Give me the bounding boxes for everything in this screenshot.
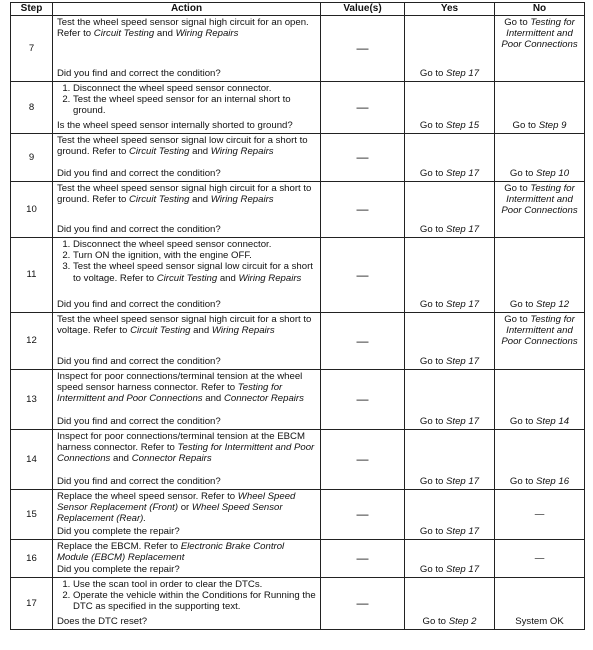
reference-link: Electronic Brake Control Module (EBCM) Replacement: [57, 540, 285, 564]
goto-reference: Step 2: [448, 616, 477, 628]
value-cell: —: [321, 369, 405, 429]
action-substeps: [57, 579, 316, 613]
step-number: 13: [11, 369, 53, 429]
reference-link: Wheel Speed Sensor Replacement (Front): [57, 490, 296, 514]
table-header-row: [11, 3, 585, 16]
action-instruction: Inspect for poor connections/terminal tension at the EBCM harness connector. Refer to Testing for Intermittent and Poor Connections and Connector Repairs: [57, 430, 315, 465]
value-cell: —: [321, 489, 405, 539]
action-substep: 2. Turn ON the ignition, with the engine OFF.: [73, 250, 316, 261]
action-cell: [53, 489, 321, 539]
yes-outcome: Go to Step 17: [419, 168, 480, 180]
action-cell: [53, 539, 321, 577]
table-row: [11, 81, 585, 133]
goto-reference: Testing for Intermittent and Poor Connections: [501, 16, 578, 51]
yes-outcome: Go to Step 17: [419, 68, 480, 80]
goto-reference: Step 17: [446, 68, 480, 80]
action-cell: [53, 181, 321, 237]
value-cell: —: [321, 181, 405, 237]
yes-cell: [405, 312, 495, 369]
no-outcome: Go to Step 14: [509, 416, 570, 428]
yes-outcome: Go to Step 15: [419, 120, 480, 132]
goto-reference: Step 17: [446, 168, 480, 180]
goto-reference: Step 17: [446, 299, 480, 311]
yes-cell: [405, 181, 495, 237]
reference-link: Connector Repairs: [223, 393, 304, 405]
action-question: Did you find and correct the condition?: [57, 476, 221, 488]
action-question: Did you complete the repair?: [57, 526, 180, 538]
no-cell: [495, 429, 585, 489]
table-row: [11, 181, 585, 237]
action-cell: [53, 81, 321, 133]
action-question: Is the wheel speed sensor internally shorted to ground?: [57, 120, 293, 132]
goto-reference: Step 17: [446, 526, 480, 538]
action-instruction: Replace the EBCM. Refer to Electronic Brake Control Module (EBCM) Replacement: [57, 540, 285, 564]
value-cell: —: [321, 539, 405, 577]
no-cell: [495, 312, 585, 369]
action-substep: 1. Disconnect the wheel speed sensor connector.: [73, 239, 316, 250]
value-cell: —: [321, 577, 405, 629]
reference-link: Testing for Intermittent and Poor Connections: [57, 442, 315, 465]
no-outcome: —: [534, 552, 545, 564]
yes-outcome: Go to Step 17: [419, 476, 480, 488]
header-values: Value(s): [321, 3, 405, 16]
goto-reference: Step 17: [446, 564, 480, 576]
reference-link: Circuit Testing: [129, 194, 190, 206]
action-cell: [53, 369, 321, 429]
action-cell: [53, 429, 321, 489]
yes-cell: [405, 133, 495, 181]
value-cell: —: [321, 429, 405, 489]
no-outcome: Go to Step 9: [512, 120, 567, 132]
action-cell: [53, 133, 321, 181]
no-cell: [495, 489, 585, 539]
no-outcome: Go to Testing for Intermittent and Poor Connections: [501, 182, 578, 217]
header-no: No: [495, 3, 585, 16]
goto-reference: Step 16: [536, 476, 570, 488]
yes-outcome: Go to Step 17: [419, 416, 480, 428]
no-cell: [495, 181, 585, 237]
step-number: 16: [11, 539, 53, 577]
step-number: 11: [11, 237, 53, 312]
step-number: 15: [11, 489, 53, 539]
yes-cell: [405, 429, 495, 489]
action-instruction: Test the wheel speed sensor signal high circuit for an open. Refer to Circuit Testing and Wiring Repairs: [57, 16, 309, 40]
table-row: [11, 15, 585, 81]
action-question: Did you find and correct the condition?: [57, 168, 221, 180]
no-cell: [495, 15, 585, 81]
action-cell: [53, 15, 321, 81]
no-cell: [495, 237, 585, 312]
no-outcome: Go to Testing for Intermittent and Poor Connections: [501, 16, 578, 51]
yes-outcome: Go to Step 2: [422, 616, 477, 628]
no-cell: [495, 133, 585, 181]
header-action: Action: [53, 3, 321, 16]
goto-reference: Step 15: [446, 120, 480, 132]
reference-link: Wiring Repairs: [175, 28, 239, 40]
diagnostic-table-page: [10, 2, 584, 630]
no-outcome: Go to Testing for Intermittent and Poor Connections: [501, 313, 578, 348]
yes-outcome: Go to Step 17: [419, 299, 480, 311]
no-cell: [495, 81, 585, 133]
action-question: Did you find and correct the condition?: [57, 299, 221, 311]
goto-reference: Step 12: [536, 299, 570, 311]
yes-outcome: Go to Step 17: [419, 224, 480, 236]
table-row: [11, 237, 585, 312]
table-row: [11, 577, 585, 629]
goto-reference: Step 17: [446, 416, 480, 428]
action-substeps: [57, 83, 316, 117]
no-cell: [495, 369, 585, 429]
yes-cell: [405, 15, 495, 81]
action-instruction: Test the wheel speed sensor signal high circuit for a short to ground. Refer to Circuit Testing and Wiring Repairs: [57, 182, 312, 206]
header-step: Step: [11, 3, 53, 16]
no-outcome: Go to Step 16: [509, 476, 570, 488]
action-question: Does the DTC reset?: [57, 616, 148, 628]
yes-cell: [405, 81, 495, 133]
value-cell: —: [321, 81, 405, 133]
goto-reference: Step 10: [536, 168, 570, 180]
table-row: [11, 369, 585, 429]
reference-link: Circuit Testing: [93, 28, 155, 40]
step-number: 12: [11, 312, 53, 369]
goto-reference: Step 14: [536, 416, 570, 428]
reference-link: Wiring Repairs: [211, 325, 275, 337]
reference-link: Connector Repairs: [131, 453, 212, 465]
no-outcome: Go to Step 10: [509, 168, 570, 180]
no-cell: [495, 539, 585, 577]
action-substeps: [57, 239, 316, 284]
step-number: 9: [11, 133, 53, 181]
action-question: Did you find and correct the condition?: [57, 356, 221, 368]
table-row: [11, 133, 585, 181]
action-instruction: Replace the wheel speed sensor. Refer to Wheel Speed Sensor Replacement (Front) or Wheel Speed Sensor Replacement (Rear).: [57, 490, 296, 525]
goto-reference: Step 17: [446, 356, 480, 368]
step-number: 7: [11, 15, 53, 81]
action-cell: [53, 577, 321, 629]
reference-link: Testing for Intermittent and Poor Connections: [57, 382, 283, 405]
header-yes: Yes: [405, 3, 495, 16]
action-instruction: Test the wheel speed sensor signal low circuit for a short to ground. Refer to Circuit Testing and Wiring Repairs: [57, 134, 308, 158]
value-cell: —: [321, 133, 405, 181]
table-row: [11, 429, 585, 489]
no-outcome: Go to Step 12: [509, 299, 570, 311]
action-cell: [53, 312, 321, 369]
value-cell: —: [321, 237, 405, 312]
step-number: 17: [11, 577, 53, 629]
diagnostic-steps-table: [10, 2, 585, 630]
action-cell: [53, 237, 321, 312]
no-outcome: System OK: [515, 616, 564, 628]
goto-reference: Step 17: [446, 476, 480, 488]
reference-link: Circuit Testing: [130, 325, 191, 337]
action-substep: 1. Use the scan tool in order to clear the DTCs.: [73, 579, 316, 590]
reference-link: Wiring Repairs: [238, 272, 302, 284]
table-row: [11, 489, 585, 539]
step-number: 14: [11, 429, 53, 489]
yes-cell: [405, 539, 495, 577]
goto-reference: Step 17: [446, 224, 480, 236]
reference-link: Wiring Repairs: [210, 194, 274, 206]
yes-outcome: Go to Step 17: [419, 564, 480, 576]
no-cell: [495, 577, 585, 629]
yes-outcome: Go to Step 17: [419, 526, 480, 538]
yes-cell: [405, 489, 495, 539]
no-outcome: —: [534, 508, 545, 520]
action-question: Did you complete the repair?: [57, 564, 180, 576]
action-instruction: Inspect for poor connections/terminal tension at the wheel speed sensor harness connector. Refer to Testing for Intermittent and Poor Connections and Connector Repairs: [57, 370, 304, 405]
action-question: Did you find and correct the condition?: [57, 416, 221, 428]
table-row: [11, 312, 585, 369]
yes-cell: [405, 237, 495, 312]
goto-reference: Step 9: [538, 120, 567, 132]
action-substep: 1. Disconnect the wheel speed sensor connector.: [73, 83, 316, 94]
action-instruction: Test the wheel speed sensor signal high circuit for a short to voltage. Refer to Circuit Testing and Wiring Repairs: [57, 313, 312, 337]
step-number: 8: [11, 81, 53, 133]
action-question: Did you find and correct the condition?: [57, 224, 221, 236]
reference-link: Wheel Speed Sensor Replacement (Rear).: [57, 502, 283, 525]
value-cell: —: [321, 312, 405, 369]
action-question: Did you find and correct the condition?: [57, 68, 221, 80]
action-substep: 2. Operate the vehicle within the Conditions for Running the DTC as specified in the supporting text.: [73, 590, 316, 613]
table-body: [11, 15, 585, 629]
reference-link: Wiring Repairs: [210, 146, 274, 158]
value-cell: —: [321, 15, 405, 81]
goto-reference: Testing for Intermittent and Poor Connections: [501, 182, 578, 217]
table-row: [11, 539, 585, 577]
yes-outcome: Go to Step 17: [419, 356, 480, 368]
reference-link: Circuit Testing: [129, 146, 190, 158]
step-number: 10: [11, 181, 53, 237]
goto-reference: Testing for Intermittent and Poor Connections: [501, 313, 578, 348]
action-substep: 2. Test the wheel speed sensor for an internal short to ground.: [73, 94, 316, 117]
yes-cell: [405, 577, 495, 629]
reference-link: Circuit Testing: [156, 272, 218, 284]
yes-cell: [405, 369, 495, 429]
action-substep: 3. Test the wheel speed sensor signal low circuit for a short to voltage. Refer to Circuit Testing and Wiring Repairs: [73, 261, 316, 284]
